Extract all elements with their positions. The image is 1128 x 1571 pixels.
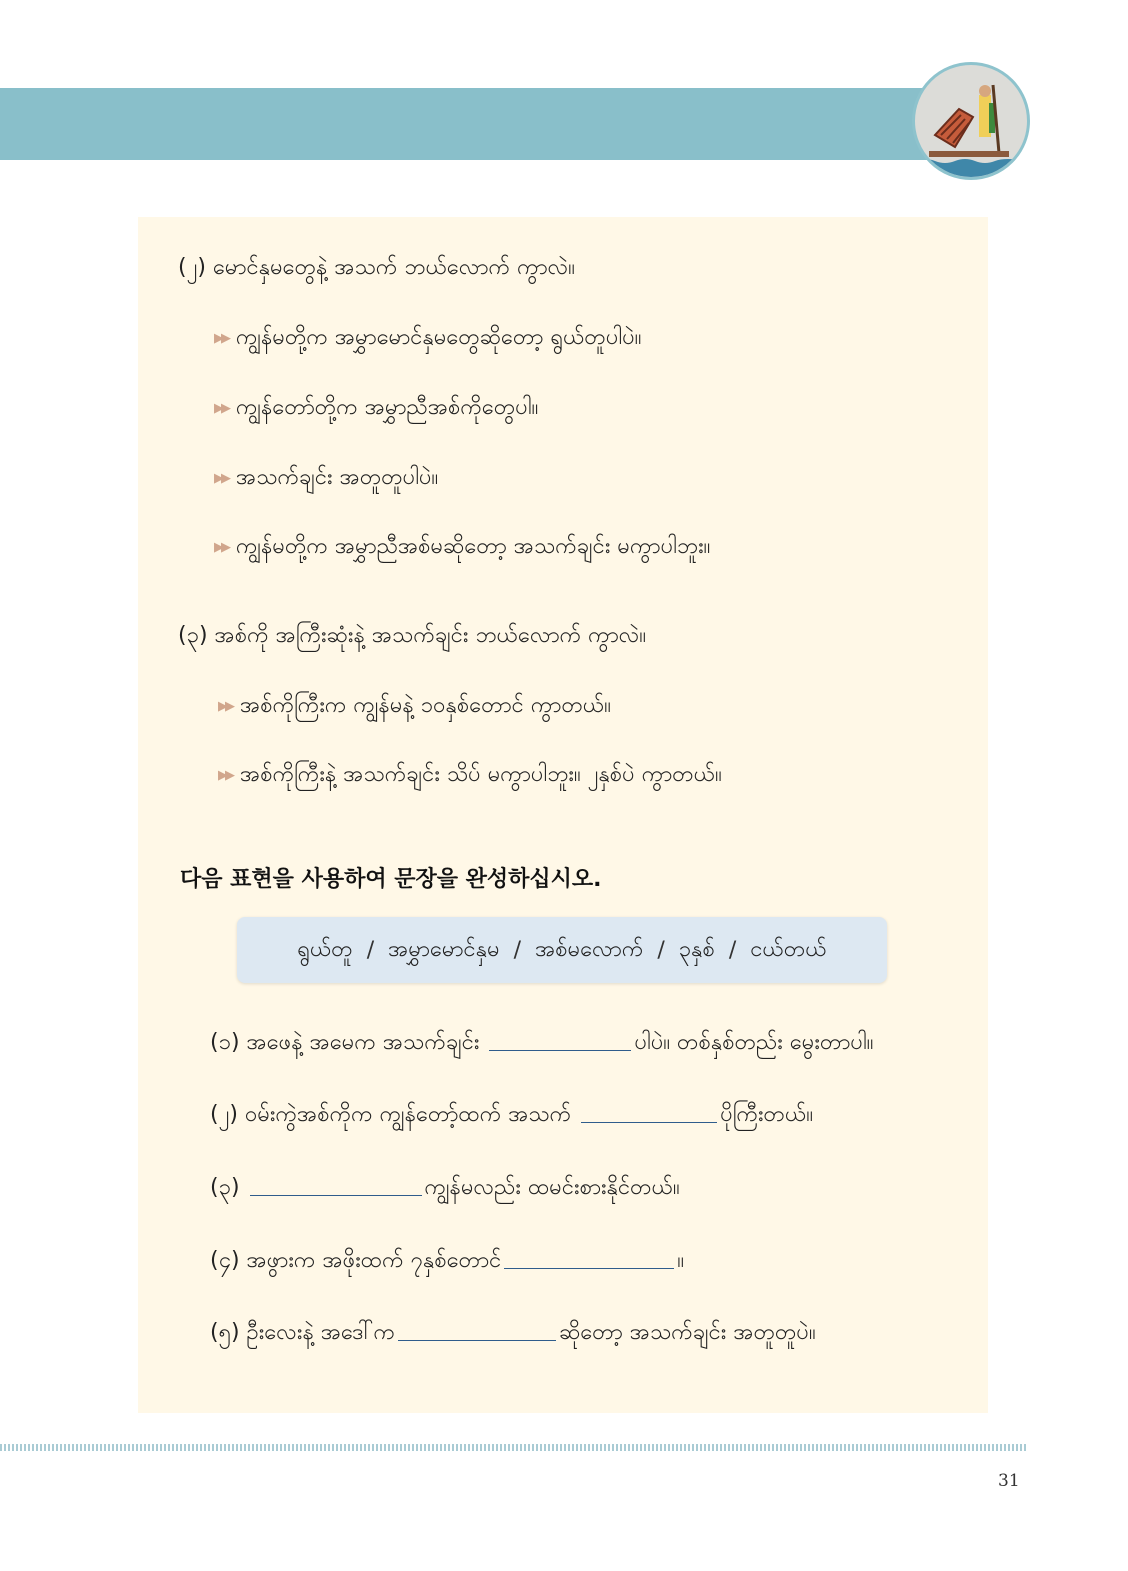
word-bank-item: ရွယ်တူ <box>297 936 353 962</box>
exercise-4: (၄) အဖွားက အဖိုးထက် ၇နှစ်တောင် ။ <box>210 1244 684 1276</box>
double-triangle-icon: ▶▶ <box>214 471 228 486</box>
answer-3-2: ▶▶ အစ်ကိုကြီးနဲ့ အသက်ချင်း သိပ် မကွာပါဘူး။ ၂နှစ်ပဲ ကွာတယ်။ <box>218 760 722 791</box>
double-triangle-icon: ▶▶ <box>214 540 228 555</box>
double-triangle-icon: ▶▶ <box>218 699 232 714</box>
word-bank-item: အစ်မလောက် <box>535 936 644 962</box>
exercise-3: (၃) ကျွန်မလည်း ထမင်းစားနိုင်တယ်။ <box>210 1171 680 1203</box>
answer-blank[interactable] <box>250 1171 422 1196</box>
answer-2-2: ▶▶ ကျွန်တော်တို့က အမွှာညီအစ်ကိုတွေပါ။ <box>214 393 538 424</box>
word-bank-item: အမွှာမောင်နှမ <box>388 936 500 962</box>
answer-2-3: ▶▶ အသက်ချင်း အတူတူပါပဲ။ <box>214 463 438 494</box>
word-separator: / <box>513 937 522 963</box>
answer-2-4: ▶▶ ကျွန်မတို့က အမွှာညီအစ်မဆိုတော့ အသက်ချင်း မကွာပါဘူး။ <box>214 532 710 563</box>
word-separator: / <box>728 937 737 963</box>
answer-blank[interactable] <box>489 1026 631 1051</box>
footer-dotted-rule <box>0 1444 1026 1451</box>
exercise-2: (၂) ဝမ်းကွဲအစ်ကိုက ကျွန်တော့်ထက် အသက် ပိုကြီးတယ်။ <box>210 1098 813 1130</box>
word-bank-item: ငယ်တယ် <box>750 936 827 962</box>
answer-blank[interactable] <box>504 1244 674 1269</box>
word-bank <box>237 917 887 983</box>
word-separator: / <box>657 937 665 963</box>
instruction-heading: 다음 표현을 사용하여 문장을 완성하십시오. <box>180 867 602 892</box>
question-2: (၂) မောင်နှမတွေနဲ့ အသက် ဘယ်လောက် ကွာလဲ။ <box>178 255 575 280</box>
exercise-1: (၁) အဖေနဲ့ အမေက အသက်ချင်း ပါပဲ။ တစ်နှစ်တည်း မွေးတာပါ။ <box>210 1026 873 1058</box>
exercise-5: (၅) ဦးလေးနဲ့ အဒေါ်က ဆိုတော့ အသက်ချင်း အတူတူပဲ။ <box>210 1316 816 1348</box>
page-number: 31 <box>998 1471 1020 1491</box>
answer-blank[interactable] <box>581 1098 717 1123</box>
double-triangle-icon: ▶▶ <box>218 768 232 783</box>
question-3: (၃) အစ်ကို အကြီးဆုံးနဲ့ အသက်ချင်း ဘယ်လောက် ကွာလဲ။ <box>178 623 647 648</box>
word-separator: / <box>366 937 375 963</box>
answer-2-1: ▶▶ ကျွန်မတို့က အမွှာမောင်နှမတွေဆိုတော့ ရွယ်တူပါပဲ။ <box>214 323 641 354</box>
answer-blank[interactable] <box>398 1316 556 1341</box>
double-triangle-icon: ▶▶ <box>214 401 228 416</box>
header-band <box>0 88 960 160</box>
boat-rower-illustration <box>912 62 1030 180</box>
answer-3-1: ▶▶ အစ်ကိုကြီးက ကျွန်မနဲ့ ၁၀နှစ်တောင် ကွာတယ်။ <box>218 691 611 722</box>
word-bank-item: ၃နှစ် <box>678 936 715 962</box>
double-triangle-icon: ▶▶ <box>214 331 228 346</box>
